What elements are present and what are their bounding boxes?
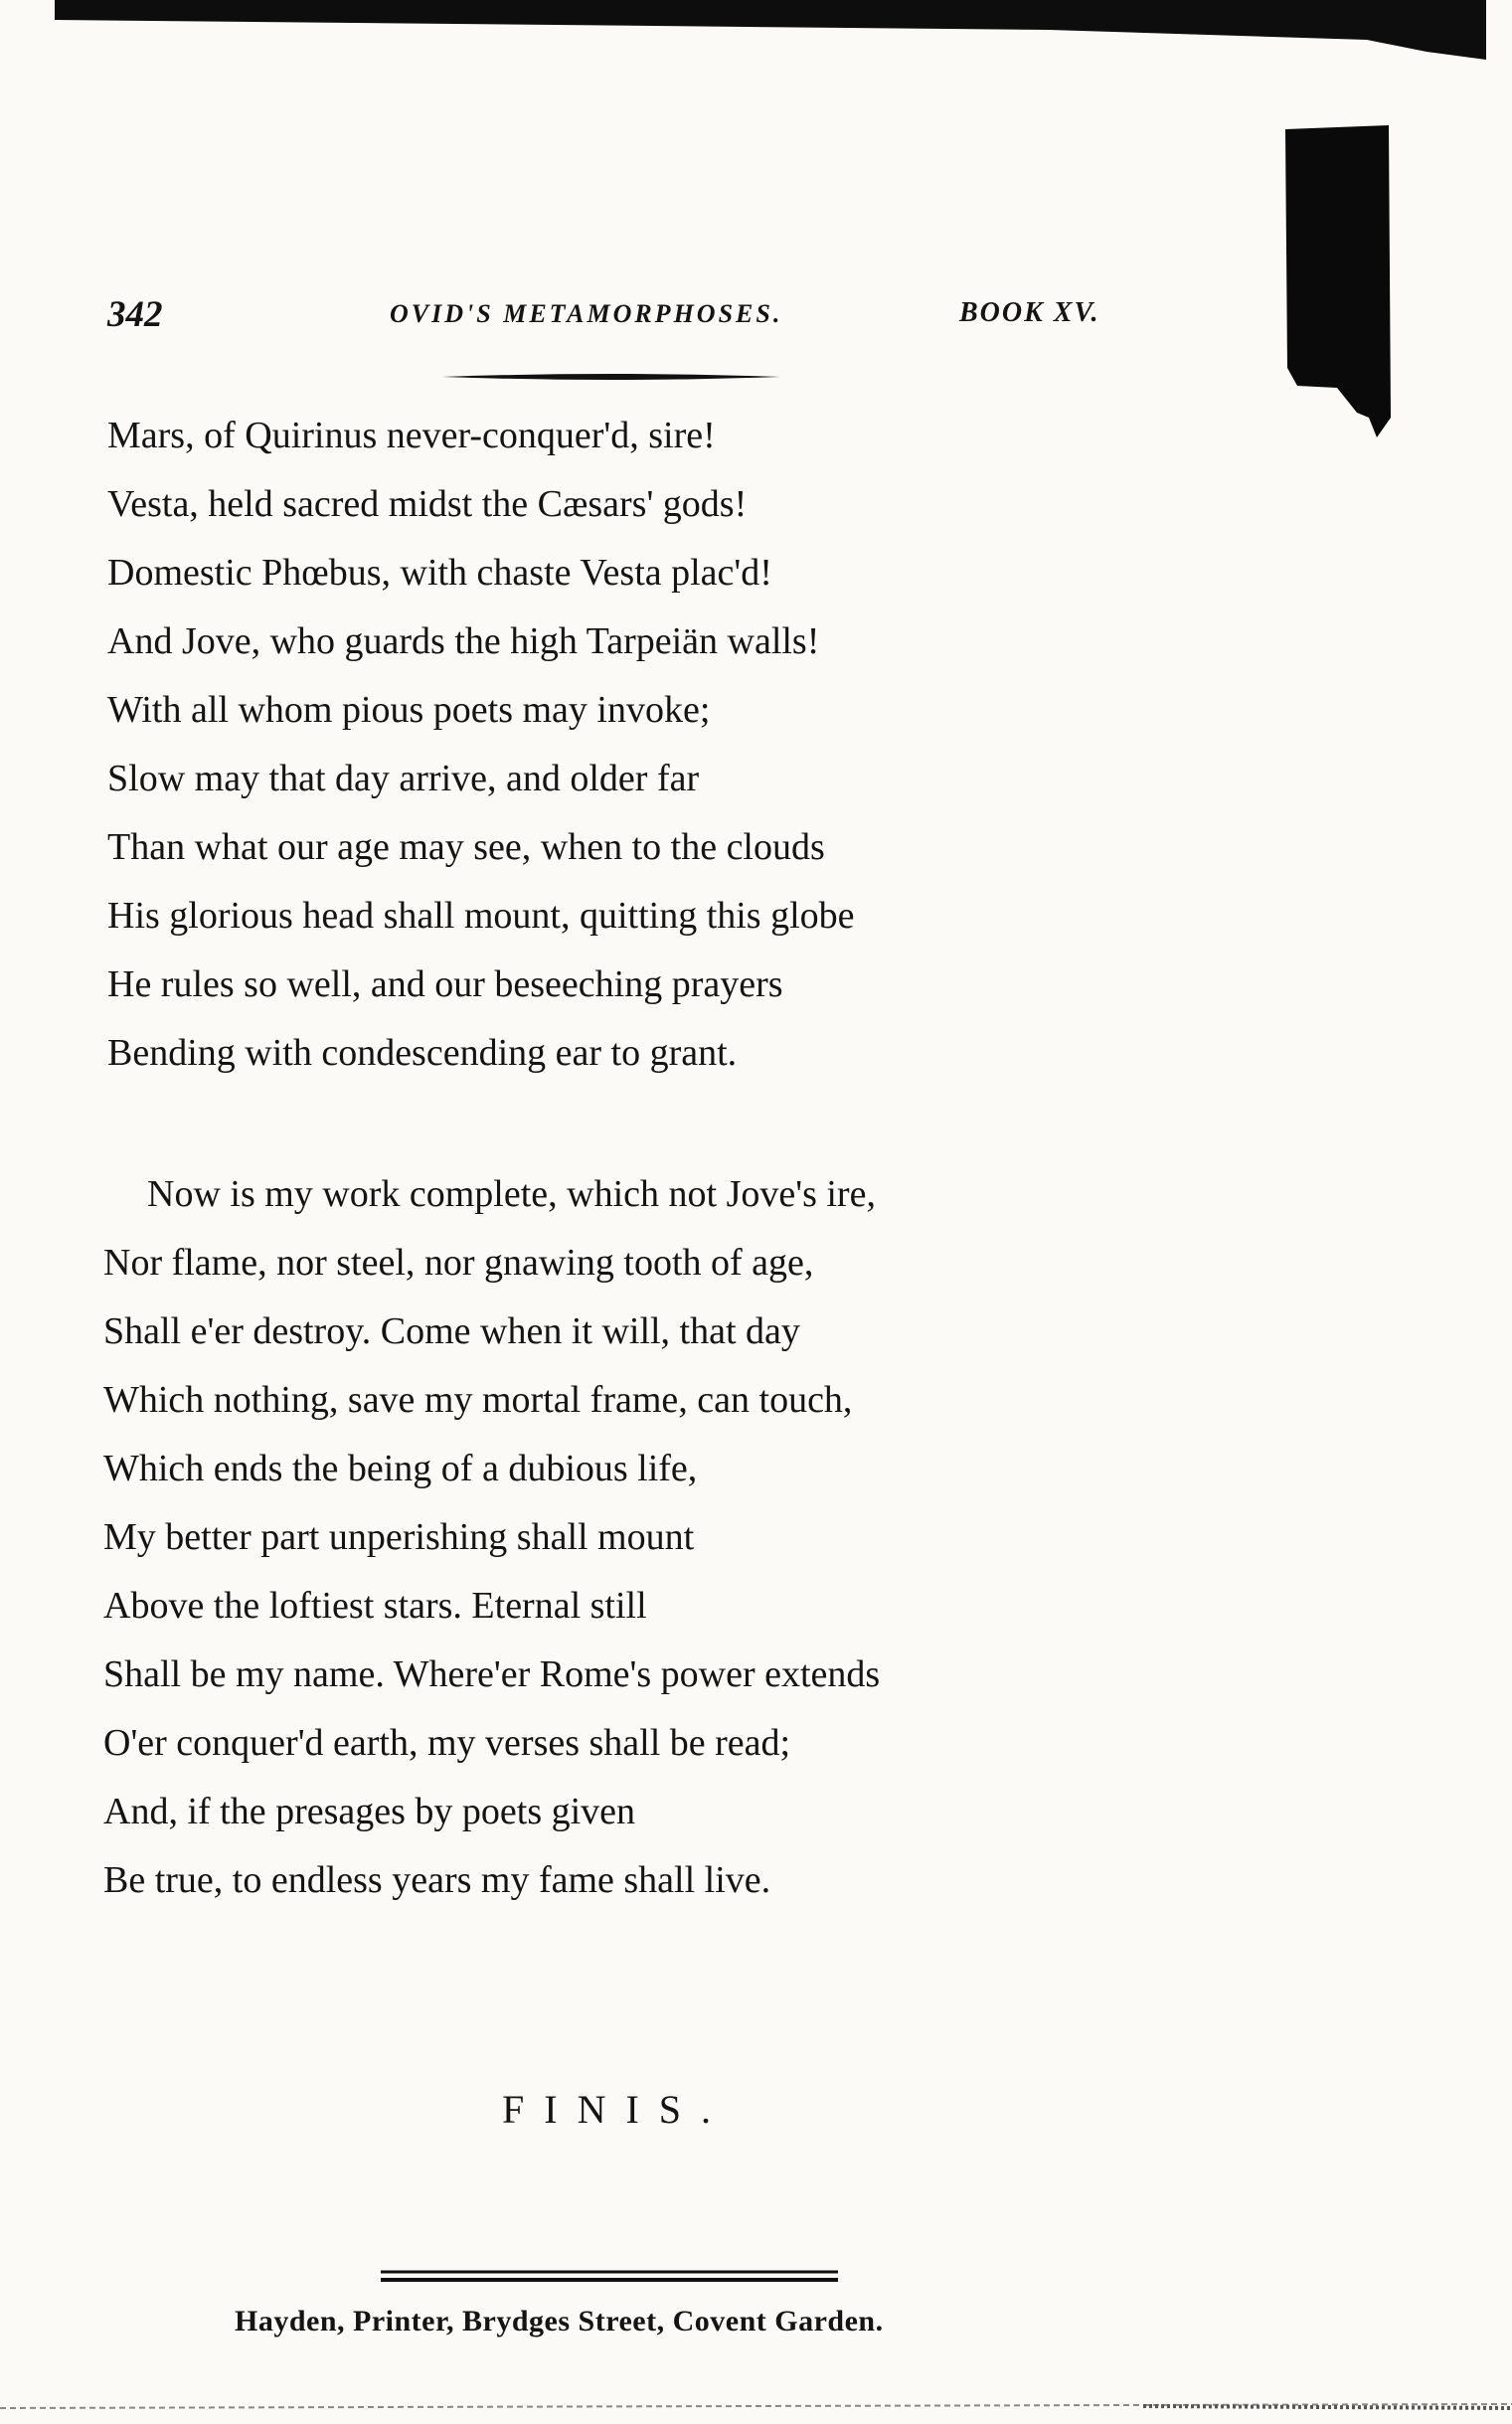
finis-heading: FINIS. xyxy=(502,2087,732,2132)
page-number: 342 xyxy=(107,294,163,335)
verse-line: Above the loftiest stars. Eternal still xyxy=(103,1585,647,1627)
verse-line: With all whom pious poets may invoke; xyxy=(107,689,711,731)
verse-line: Than what our age may see, when to the clouds xyxy=(107,826,825,868)
verse-line: His glorious head shall mount, quitting this globe xyxy=(107,895,855,937)
head-rule xyxy=(442,370,780,384)
verse-line: Now is my work complete, which not Jove's ire, xyxy=(147,1173,876,1215)
verse-line: Which ends the being of a dubious life, xyxy=(103,1448,698,1489)
verse-line: And, if the presages by poets given xyxy=(103,1791,636,1832)
printer-imprint: Hayden, Printer, Brydges Street, Covent Garden. xyxy=(235,2305,884,2337)
verse-line: Vesta, held sacred midst the Cæsars' gods! xyxy=(107,483,748,525)
verse-line: Nor flame, nor steel, nor gnawing tooth of age, xyxy=(103,1242,814,1284)
verse-line: Shall be my name. Where'er Rome's power extends xyxy=(103,1653,881,1695)
running-title: OVID'S METAMORPHOSES. xyxy=(390,299,783,328)
verse-line: Be true, to endless years my fame shall live. xyxy=(103,1859,771,1901)
running-head xyxy=(0,293,1512,343)
verse-line: My better part unperishing shall mount xyxy=(103,1516,695,1558)
imprint-rule xyxy=(381,2269,838,2285)
verse-line: Bending with condescending ear to grant. xyxy=(107,1032,738,1074)
page-top-edge xyxy=(55,0,1486,60)
verse-line: Shall e'er destroy. Come when it will, that day xyxy=(103,1310,800,1352)
verse-line: Which nothing, save my mortal frame, can touch, xyxy=(103,1379,853,1421)
verse-line: Mars, of Quirinus never-conquer'd, sire! xyxy=(107,415,716,456)
verse-line: Domestic Phœbus, with chaste Vesta plac'd! xyxy=(107,552,772,594)
verse-line: And Jove, who guards the high Tarpeiän walls! xyxy=(107,620,820,662)
verse-line: O'er conquer'd earth, my verses shall be read; xyxy=(103,1722,791,1764)
book-label: BOOK XV. xyxy=(959,297,1100,328)
verse-line: He rules so well, and our beseeching prayers xyxy=(107,963,783,1005)
thumb-tab-mark xyxy=(1277,119,1397,447)
verse-line: Slow may that day arrive, and older far xyxy=(107,758,700,799)
page-bottom-edge xyxy=(0,2386,1512,2424)
